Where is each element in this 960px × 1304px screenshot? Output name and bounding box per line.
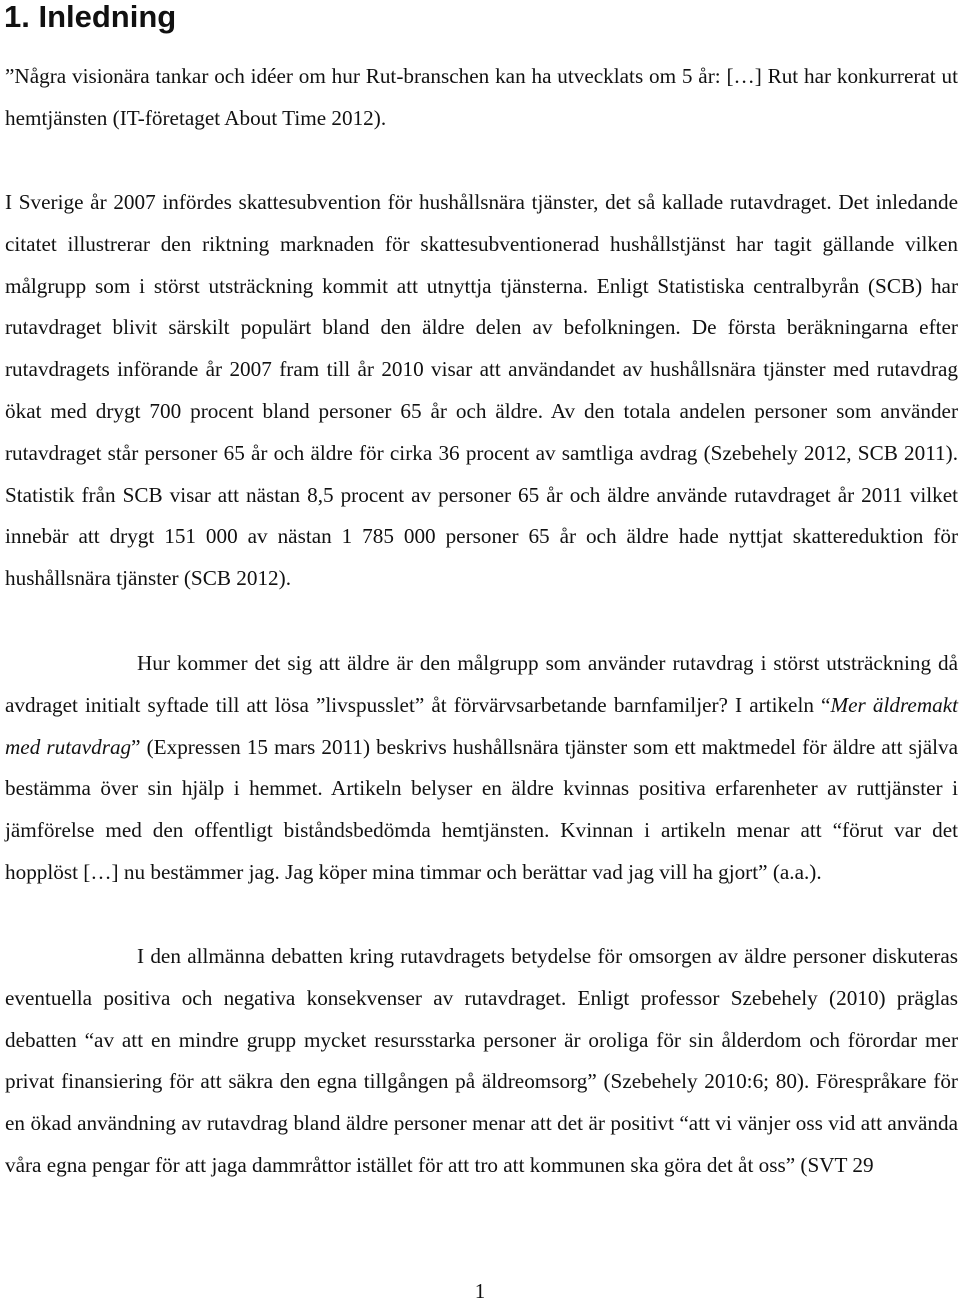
- paragraph-sentence: ” (Expressen 15 mars 2011) beskrivs hushållsnära tjänster som ett maktmedel för äldre att själva bestämma över sin hjälp i hemmet. Artikeln belyser en äldre kvinnas positiva erfarenheter av ruttjänster i jämförelse med den offentligt biståndsbedömda hemtjänsten. Kvinnan i artikeln menar att “förut var det hopplöst […] nu bestämmer jag. Jag köper mina timmar och berättar vad jag vill ha gjort” (a.a.).: [5, 734, 958, 884]
- paragraph-sentence: Hur kommer det sig att äldre är den målgrupp som använder rutavdrag i störst utsträckning då avdraget initialt syftade till att lösa ”livspusslet” åt förvärvsarbetande barnfamiljer? I artikeln “: [5, 651, 958, 717]
- paragraph-article-discussion: [5, 643, 958, 894]
- section-heading: 1. Inledning: [4, 0, 177, 34]
- paragraph-sentence: De första beräkningarna efter rutavdragets införande år 2007 fram till år 2010 visar att användandet av hushållsnära tjänster med rutavdrag ökat med drygt 700 procent bland personer 65 år och äldre. Av den totala andelen personer som använder rutavdraget står personer 65 år och äldre för cirka 36 procent av samtliga avdrag (Szebehely 2012, SCB 2011). Statistik från SCB visar att nästan 8,5 procent av personer 65 år och äldre använde rutavdraget år 2011 vilket innebär att drygt 151 000 av nästan 1 785 000 personer 65 år och äldre hade nyttjat skattereduktion för hushållsnära tjänster (SCB 2012).: [5, 315, 958, 591]
- paragraph-sentence: Det inledande citatet illustrerar den riktning marknaden för skattesubventionerad hushållstjänst har tagit gällande vilken målgrupp som i störst utsträckning kommit att utnyttja tjänsterna. Enligt Statistiska centralbyrån (SCB) har rutavdraget blivit särskilt populärt bland den äldre delen av befolkningen.: [5, 190, 959, 340]
- paragraph-public-debate: [5, 936, 958, 1187]
- paragraph-sentence: I Sverige år 2007 infördes skattesubvention för hushållsnära tjänster, det så kallade rutavdraget.: [5, 190, 839, 214]
- intro-quote-paragraph: [5, 56, 958, 140]
- page-number: 1: [474, 1279, 486, 1303]
- paragraph-rutavdrag-statistics: [5, 182, 958, 600]
- intro-quote: ”Några visionära tankar och idéer om hur Rut-branschen kan ha utvecklats om 5 år: […] Rut har konkurrerat ut hemtjänsten (IT-företaget About Time 2012).: [5, 64, 958, 130]
- article-title: Mer äldremakt med rutavdrag: [5, 692, 959, 759]
- paragraph-sentence: I den allmänna debatten kring rutavdragets betydelse för omsorgen av äldre personer diskuteras eventuella positiva och negativa konsekvenser av rutavdraget. Enligt professor Szebehely (2010) präglas debatten “av att en mindre grupp mycket resursstarka personer är oroliga för sin ålderdom och förordar mer privat finansiering för att säkra den egna tillgången på äldreomsorg” (Szebehely 2010:6; 80). Förespråkare för en ökad användning av rutavdrag bland äldre personer menar att det är positivt “att vi vänjer oss vid att använda våra egna pengar för att jaga dammråttor istället för att tro att kommunen ska göra det åt oss” (SVT 29: [5, 944, 958, 1177]
